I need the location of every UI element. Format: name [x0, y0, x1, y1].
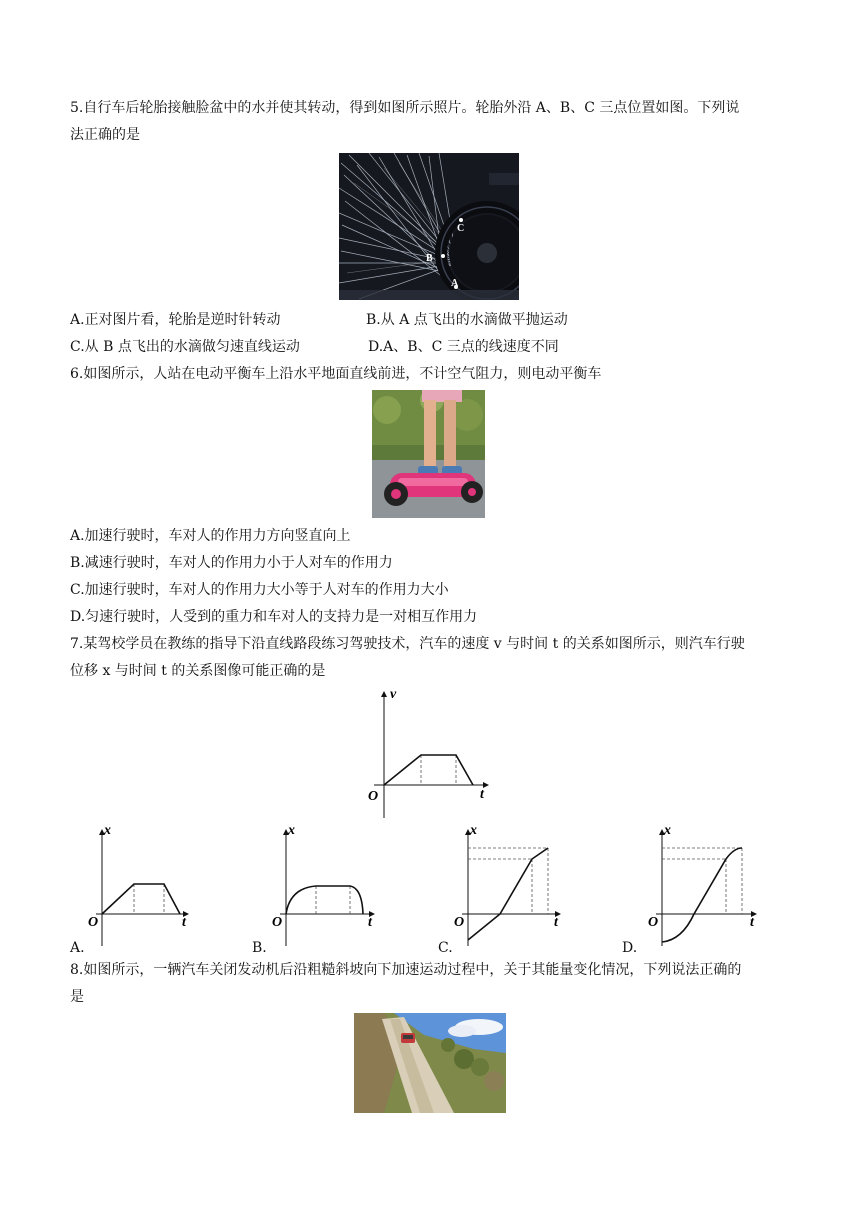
- graph-d-y-label: x: [664, 823, 671, 838]
- q5-stem-line2: 法正确的是: [70, 127, 140, 143]
- graph-option-d: [646, 822, 762, 948]
- q5-stem-line1: 5.自行车后轮胎接触脸盆中的水并使其转动，得到如图所示照片。轮胎外沿 A、B、C 三点位置如图。下列说: [70, 100, 740, 116]
- q7-stem-line2: 位移 x 与时间 t 的关系图像可能正确的是: [70, 663, 326, 679]
- q6-stem: 6.如图所示，人站在电动平衡车上沿水平地面直线前进，不计空气阻力，则电动平衡车: [70, 366, 602, 382]
- q8-stem-line1: 8.如图所示，一辆汽车关闭发动机后沿粗糙斜坡向下加速运动过程中，关于其能量变化情况，下列说法正确的: [70, 962, 742, 978]
- graph-d-letter: D.: [622, 940, 638, 956]
- graph-option-c: [450, 822, 566, 948]
- graph-b-y-label: x: [288, 823, 295, 838]
- car-slope-photo: [354, 1013, 506, 1113]
- graph-d-x-label: t: [750, 915, 754, 930]
- q5-option-d: D.A、B、C 三点的线速度不同: [368, 339, 559, 355]
- q5-option-b: B.从 A 点飞出的水滴做平抛运动: [366, 312, 568, 328]
- graph-a-letter: A.: [70, 940, 85, 956]
- q8-stem-line2: 是: [70, 989, 84, 1005]
- q6-option-c: C.加速行驶时，车对人的作用力大小等于人对车的作用力大小: [70, 582, 449, 598]
- graph-c-letter: C.: [438, 940, 453, 956]
- graph-a-y-label: x: [104, 823, 111, 838]
- graph-c-y-label: x: [470, 823, 477, 838]
- graph-option-b: [268, 822, 380, 948]
- graph-b-origin: O: [272, 915, 283, 930]
- label-b: B: [426, 253, 433, 264]
- graph-c-origin: O: [454, 915, 465, 930]
- graph-b-x-label: t: [368, 915, 372, 930]
- graph-a-origin: O: [88, 915, 99, 930]
- graph-b-letter: B.: [252, 940, 267, 956]
- q7-stem-line1: 7.某驾校学员在教练的指导下沿直线路段练习驾驶技术，汽车的速度 v 与时间 t 的关系如图所示，则汽车行驶: [70, 636, 745, 652]
- graph-a-x-label: t: [182, 915, 186, 930]
- q5-option-c: C.从 B 点飞出的水滴做匀速直线运动: [70, 339, 300, 355]
- balance-scooter-photo: [372, 390, 485, 518]
- vt-origin: O: [368, 789, 379, 804]
- graph-b-curve: [286, 886, 363, 914]
- q5-option-a: A.正对图片看，轮胎是逆时针转动: [70, 312, 281, 328]
- vt-x-label: t: [480, 787, 484, 802]
- q6-option-b: B.减速行驶时，车对人的作用力小于人对车的作用力: [70, 555, 393, 571]
- graph-d-curve: [662, 848, 742, 942]
- label-a: A: [451, 278, 459, 289]
- graph-c-curve: [468, 848, 548, 940]
- vt-graph: [360, 684, 500, 820]
- graph-d-origin: O: [648, 915, 659, 930]
- q6-option-d: D.匀速行驶时，人受到的重力和车对人的支持力是一对相互作用力: [70, 609, 478, 625]
- label-c: C: [457, 223, 465, 234]
- graph-option-a: [82, 822, 194, 948]
- graph-c-x-label: t: [554, 915, 558, 930]
- graph-a-curve: [102, 884, 180, 914]
- q6-option-a: A.加速行驶时，车对人的作用力方向竖直向上: [70, 528, 351, 544]
- wheel-splash-photo: [339, 153, 519, 300]
- vt-y-label: v: [390, 687, 397, 702]
- vt-curve: [384, 755, 473, 785]
